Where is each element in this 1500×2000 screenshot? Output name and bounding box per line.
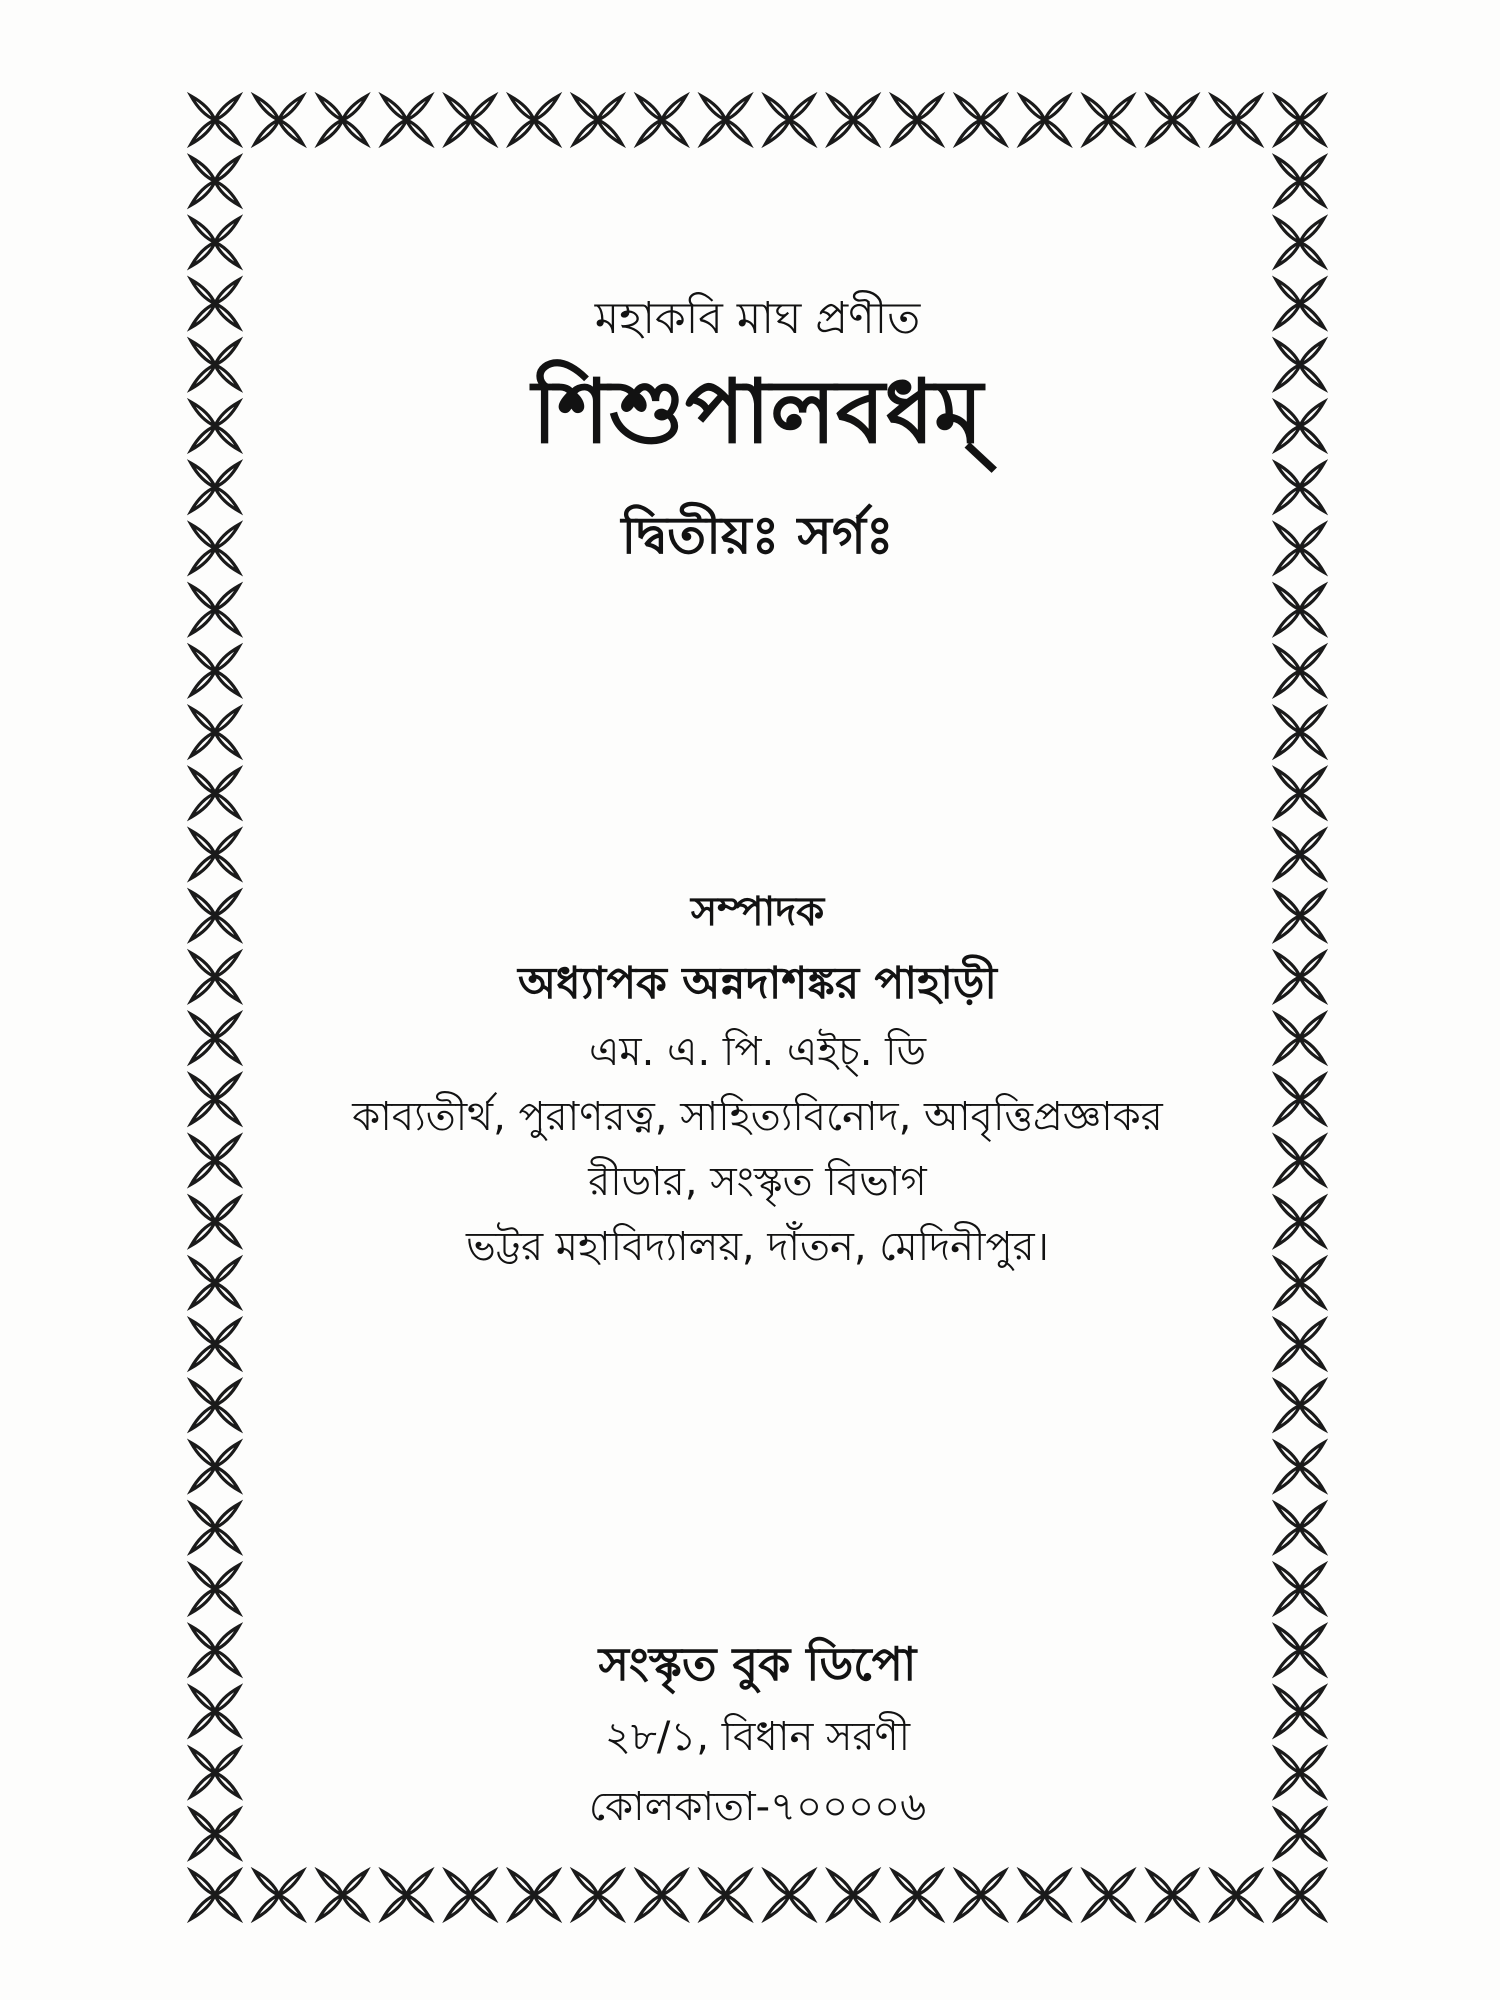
canto-label: দ্বিতীয়ঃ সর্গঃ: [621, 506, 894, 566]
publisher-address: ২৮/১, বিধান সরণী: [604, 1714, 911, 1760]
publisher-city: কোলকাতা-৭০০০০৬: [588, 1784, 927, 1830]
editor-college: ভট্টর মহাবিদ্যালয়, দাঁতন, মেদিনীপুর।: [466, 1224, 1049, 1270]
title-page-content: [240, 180, 1275, 1850]
publisher-name: সংস্কৃত বুক ডিপো: [598, 1637, 917, 1691]
editor-degrees: এম. এ. পি. এইচ্. ডি: [588, 1029, 927, 1075]
author-line: মহাকবি মাঘ প্রণীত: [594, 293, 921, 344]
editor-name: অধ্যাপক অন্নদাশঙ্কর পাহাড়ী: [518, 958, 997, 1009]
editor-position: রীডার, সংস্কৃত বিভাগ: [588, 1159, 927, 1205]
book-title: শিশুপালবধম্: [532, 360, 983, 463]
editor-label: সম্পাদক: [690, 889, 825, 935]
editor-titles: কাব্যতীর্থ, পুরাণরত্ন, সাহিত্যবিনোদ, আবৃত্তিপ্রজ্ঞাকর: [352, 1094, 1163, 1140]
